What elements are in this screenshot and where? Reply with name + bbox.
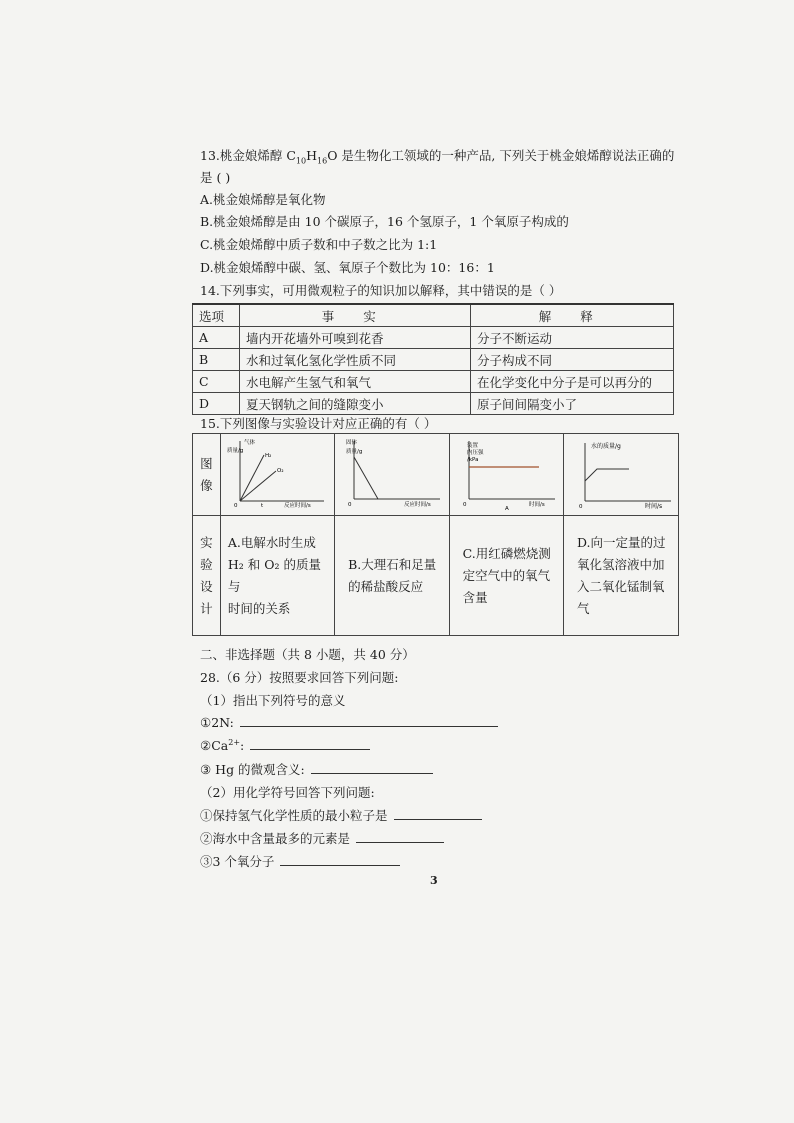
q14-cell: C [193, 371, 240, 393]
q13-stem-line2: 是 ( ) [200, 170, 231, 185]
q15-stem: 15.下列图像与实验设计对应正确的有（ ） [200, 416, 437, 431]
o2-line [240, 471, 276, 501]
x-label: 反应时间/s [404, 502, 431, 508]
item-colon: : [240, 738, 245, 753]
y-label: 水的质量/g [591, 443, 622, 450]
q28-item-6 [200, 852, 400, 870]
q13-sub-c: 10 [295, 156, 307, 166]
q15-row-label-design [193, 516, 221, 636]
solid-mass-line [354, 457, 378, 499]
q15-table [192, 433, 679, 636]
q28-item-1 [200, 714, 498, 730]
q15-graph-a [220, 434, 335, 516]
label-char: 图 [200, 455, 213, 471]
q28-part2: （2）用化学符号回答下列问题: [200, 785, 375, 800]
graph-a-svg [224, 435, 332, 511]
q15-row-label-graph [193, 434, 221, 516]
table-row [193, 393, 674, 415]
label-char: 像 [200, 477, 213, 493]
q15-graph-c [449, 434, 564, 516]
q14-cell: 墙内开花墙外可嗅到花香 [240, 327, 471, 349]
charge-superscript: 2+ [228, 737, 241, 747]
answer-blank[interactable] [394, 807, 482, 820]
x-label: 时间/s [645, 503, 663, 510]
q14-cell: 分子构成不同 [471, 349, 674, 371]
q14-cell: 原子间间隔变小了 [471, 393, 674, 415]
design-line: 定空气中的氧气 [462, 567, 551, 583]
q14-cell: B [193, 349, 240, 371]
graph-b-svg [338, 435, 446, 511]
y-label-3: /kPa [466, 457, 479, 463]
design-text [222, 528, 334, 624]
section-2-title: 二、非选择题（共 8 小题，共 40 分） [200, 647, 415, 662]
design-text [571, 528, 672, 624]
table-row [193, 304, 674, 327]
x-label: 时间/s [528, 502, 545, 508]
y-label-1: 装置 [466, 443, 478, 449]
q13-text-b: H [306, 148, 318, 163]
answer-blank[interactable] [250, 737, 370, 750]
label-char: 设 [200, 578, 213, 594]
q14-cell: 水和过氧化氢化学性质不同 [240, 349, 471, 371]
design-text [342, 550, 442, 602]
item-label: ①保持氢气化学性质的最小粒子是 [200, 808, 388, 823]
q14-cell: 夏天钢轨之间的缝隙变小 [240, 393, 471, 415]
q15-graph-b [335, 434, 450, 516]
q14-cell: 分子不断运动 [471, 327, 674, 349]
design-line: A.电解水时生成 [227, 534, 316, 550]
q15-graph-d [564, 434, 679, 516]
y-label-2: 质量/g [346, 449, 363, 455]
answer-blank[interactable] [280, 853, 400, 866]
design-line: 入二氧化锰制氧 [576, 578, 665, 594]
q13-option-a: A.桃金娘烯醇是氧化物 [200, 192, 326, 207]
q28-stem: 28.（6 分）按照要求回答下列问题: [200, 670, 399, 685]
q15-design-d [564, 516, 679, 636]
q28-item-2 [200, 737, 370, 753]
answer-blank[interactable] [240, 714, 498, 727]
design-line: B.大理石和足量 [348, 556, 437, 572]
q14-cell: 水电解产生氢气和氧气 [240, 371, 471, 393]
h2-label: H₂ [264, 453, 271, 459]
label-char: 计 [200, 600, 213, 616]
y-label-2: 内压强 [466, 450, 484, 456]
q13-sub-h: 16 [317, 156, 328, 166]
table-row [193, 434, 679, 516]
q28-item-3 [200, 760, 433, 778]
design-line: D.向一定量的过 [576, 534, 666, 550]
design-line: 含量 [462, 589, 488, 605]
t-label: t [260, 503, 263, 509]
q13-option-b: B.桃金娘烯醇是由 10 个碳原子，16 个氢原子，1 个氧原子构成的 [200, 214, 569, 229]
q13-stem [200, 146, 674, 166]
water-mass-line [585, 469, 629, 481]
item-label: ②Ca [200, 738, 229, 753]
h2-line [240, 455, 264, 501]
q14-cell: A [193, 327, 240, 349]
label-char: 验 [200, 556, 213, 572]
q14-header-explain: 解 释 [471, 304, 674, 327]
q13-text-a: 13.桃金娘烯醇 C [200, 148, 296, 163]
q15-design-c [449, 516, 564, 636]
q28-item-5 [200, 829, 444, 847]
q14-header-fact: 事 实 [240, 304, 471, 327]
q13-text-c: O 是生物化工领域的一种产品, 下列关于桃金娘烯醇说法正确的 [327, 148, 675, 163]
origin-label: 0 [462, 502, 467, 508]
y-label-1: 气体 [243, 440, 255, 446]
x-label: 反应时间/s [283, 503, 311, 509]
table-row [193, 349, 674, 371]
graph-d-svg [567, 435, 675, 511]
design-text [457, 539, 557, 613]
y-label-1: 固体 [346, 440, 358, 446]
q13-option-d: D.桃金娘烯醇中碳、氢、氧原子个数比为 10：16：1 [200, 260, 495, 275]
design-line: 时间的关系 [227, 600, 291, 616]
design-line: 氧化氢溶液中加 [576, 556, 665, 572]
q14-cell: D [193, 393, 240, 415]
origin-label: 0 [233, 503, 238, 509]
q15-design-a [220, 516, 335, 636]
label-char: 实 [200, 534, 213, 550]
q15-design-b [335, 516, 450, 636]
answer-blank[interactable] [356, 830, 444, 843]
design-line: C.用红磷燃烧测 [462, 545, 551, 561]
item-label: ①2N: [200, 715, 234, 730]
origin-label: 0 [579, 504, 583, 510]
graph-c-svg [453, 435, 561, 511]
item-label: ②海水中含量最多的元素是 [200, 831, 351, 846]
design-line: 的稀盐酸反应 [348, 578, 424, 594]
page-number: 3 [430, 874, 438, 887]
origin-label: 0 [348, 502, 352, 508]
item-label: ③3 个氧分子 [200, 854, 275, 869]
mark-label: A [504, 506, 509, 511]
q28-item-4 [200, 806, 482, 824]
q14-stem: 14.下列事实，可用微观粒子的知识加以解释，其中错误的是（ ） [200, 283, 562, 298]
answer-blank[interactable] [311, 761, 433, 774]
q28-part1: （1）指出下列符号的意义 [200, 693, 346, 708]
q14-header-option: 选项 [193, 304, 240, 327]
design-line: 气 [576, 600, 590, 616]
design-line: H₂ 和 O₂ 的质量与 [227, 556, 321, 594]
item-label: ③ Hg 的微观含义: [200, 762, 305, 777]
q14-table [192, 303, 674, 415]
table-row [193, 516, 679, 636]
table-row [193, 371, 674, 393]
o2-label: O₂ [276, 468, 284, 474]
q13-option-c: C.桃金娘烯醇中质子数和中子数之比为 1:1 [200, 237, 438, 252]
q14-cell: 在化学变化中分子是可以再分的 [471, 371, 674, 393]
y-label-2: 质量/g [226, 448, 243, 454]
table-row [193, 327, 674, 349]
